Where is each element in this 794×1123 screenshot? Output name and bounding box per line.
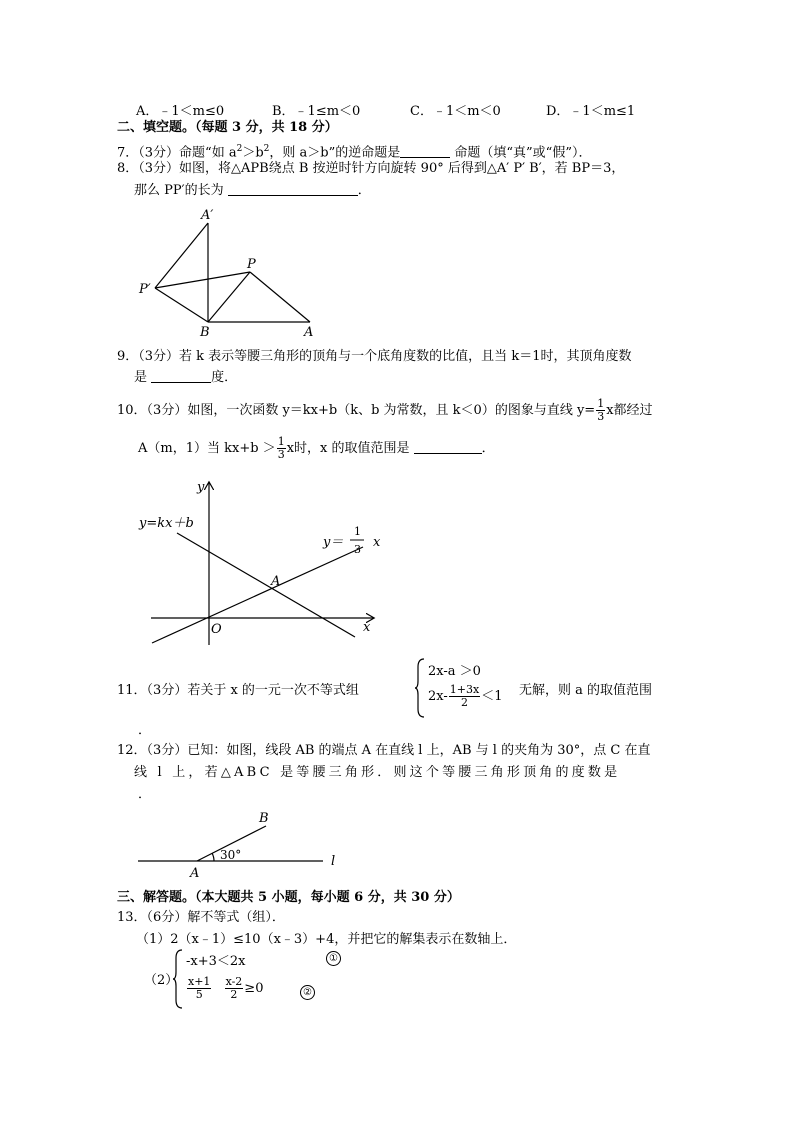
q7-sup-2: 2 <box>263 144 270 154</box>
q9-answer-blank[interactable] <box>151 369 211 383</box>
q10-label-point-a: A <box>271 574 281 589</box>
q12-label-b: B <box>259 811 269 826</box>
q10-fraction-2 <box>277 436 286 461</box>
q13-part-1: （1）2（x﹣1）≤10（x﹣3）+4，并把它的解集表示在数轴上． <box>136 932 517 947</box>
q9-text-b: 度． <box>211 370 238 385</box>
q9-line-1: 9．（3分）若 k 表示等腰三角形的顶角与一个底角度数的比值，且当 k＝1时，其顶角度数 <box>117 349 632 364</box>
q8-label-b: B <box>200 325 210 340</box>
q7-answer-blank[interactable] <box>400 144 450 158</box>
q13-fraction-2 <box>225 976 244 1001</box>
q7-text-c: ，则 a＞b”的逆命题是 <box>269 145 401 161</box>
q10-text-e: ． <box>481 441 495 456</box>
q7-text-a: 7．（3分）命题“如 a <box>117 145 237 161</box>
q11-brace <box>414 657 426 719</box>
q12-figure <box>135 808 350 883</box>
q10-text-d: x时，x 的取值范围是 <box>286 441 410 456</box>
q8-line-2 <box>134 182 371 200</box>
q11-eq-2 <box>428 684 502 709</box>
question-7 <box>117 140 591 162</box>
q11-eq-2-b: ＜1 <box>481 689 503 704</box>
q8-text-a: 那么 PP′的长为 <box>134 183 224 198</box>
q13-frac1-num: x+1 <box>188 975 211 988</box>
q10-answer-blank[interactable] <box>414 440 482 454</box>
q13-marker-2 <box>300 984 315 1000</box>
q8-label-p-prime: P′ <box>139 282 151 297</box>
q10-label-origin: O <box>211 622 222 637</box>
q11-eq-1: 2x-a ＞0 <box>428 664 481 679</box>
q13-eq-2 <box>186 976 263 1001</box>
q7-text-b: ＞b <box>242 145 264 161</box>
q8-label-a: A <box>304 325 314 340</box>
q10-label-line-third-den: 3 <box>354 543 361 556</box>
section-2-title: 二、填空题。（每题 3 分，共 18 分） <box>117 120 338 135</box>
q12-line-1: 12．（3分）已知：如图，线段 AB 的端点 A 在直线 l 上，AB 与 l 的夹角为 30°，点 C 在直 <box>117 743 651 758</box>
q8-label-p: P <box>247 257 256 272</box>
q10-text-b: x都经过 <box>606 403 653 418</box>
q10-frac-num-2: 1 <box>277 435 285 448</box>
option-d: D．﹣1＜m≤1 <box>546 104 636 119</box>
q13-marker-1 <box>326 950 341 966</box>
q13-frac2-num: x-2 <box>225 975 243 988</box>
q9-line-2 <box>134 369 237 387</box>
q10-frac-den-1: 3 <box>597 410 605 423</box>
q10-label-line-third-b: x <box>373 535 381 550</box>
q11-lead: 11．（3分）若关于 x 的一元一次不等式组 <box>117 683 359 698</box>
q8-answer-blank[interactable] <box>228 182 358 196</box>
q8-figure <box>130 200 330 340</box>
option-c: C．﹣1＜m＜0 <box>410 104 501 119</box>
circled-1-icon: ① <box>326 951 341 966</box>
q12-label-angle: 30° <box>220 848 242 862</box>
q13-part-2-label: （2） <box>144 973 179 988</box>
q10-line-1 <box>117 396 653 426</box>
q13-title: 13．（6分）解不等式（组）． <box>117 910 285 925</box>
q10-frac-den-2: 3 <box>277 448 285 461</box>
q10-label-line-kx-b: y=kx＋b <box>139 516 194 531</box>
q11-fraction <box>449 684 480 709</box>
circled-2-icon: ② <box>300 985 315 1000</box>
q8-text-b: ． <box>357 183 371 198</box>
q10-label-y: y <box>197 480 205 495</box>
q10-axes <box>151 483 373 645</box>
q7-text-d: 命题（填“真”或“假”）． <box>454 145 592 161</box>
q11-frac-den: 2 <box>460 696 468 709</box>
q10-line-2 <box>138 434 495 464</box>
q12-end: ． <box>138 787 152 802</box>
q10-text-a: 10．（3分）如图，一次函数 y＝kx+b（k、b 为常数，且 k＜0）的图象与直线 y= <box>117 403 596 418</box>
q13-frac1-den: 5 <box>195 988 203 1001</box>
q13-brace <box>172 948 184 1010</box>
q10-label-line-third-num: 1 <box>354 525 361 538</box>
q11-frac-num: 1+3x <box>449 683 480 696</box>
q12-label-l: l <box>331 854 336 869</box>
q12-line-2: 线 l 上，若△ABC 是等腰三角形．则这个等腰三角形顶角的度数是 <box>134 765 621 780</box>
option-b: B．﹣1≤m＜0 <box>272 104 361 119</box>
q10-label-x: x <box>363 620 371 635</box>
q10-text-c: A（m，1）当 kx+b ＞ <box>138 441 276 456</box>
q8-line-1: 8．（3分）如图，将△APB绕点 B 按逆时针方向旋转 90° 后得到△A′ P′ B′，若 BP＝3， <box>117 161 625 176</box>
q13-eq-1: -x+3＜2x <box>186 954 246 969</box>
q13-fraction-1 <box>187 976 211 1001</box>
q7-sup-1: 2 <box>236 144 243 154</box>
q8-figure-lines <box>155 223 310 322</box>
q11-end: ． <box>138 723 152 738</box>
q9-text-a: 是 <box>134 370 148 385</box>
q10-figure <box>135 475 395 650</box>
q12-label-a: A <box>190 866 200 881</box>
q10-fraction-1 <box>596 398 605 423</box>
q11-tail: 无解，则 a 的取值范围 <box>519 683 653 698</box>
q8-label-a-prime: A′ <box>201 208 214 223</box>
q10-frac-num-1: 1 <box>597 397 605 410</box>
q13-frac2-den: 2 <box>230 988 238 1001</box>
q10-label-line-third-a: y＝ <box>323 535 344 550</box>
q11-eq-2-a: 2x- <box>428 689 448 704</box>
q13-eq-2-tail: ≥0 <box>244 981 264 996</box>
section-3-title: 三、解答题。（本大题共 5 小题，每小题 6 分，共 30 分） <box>117 890 460 905</box>
option-a: A．﹣1＜m≤0 <box>136 104 225 119</box>
